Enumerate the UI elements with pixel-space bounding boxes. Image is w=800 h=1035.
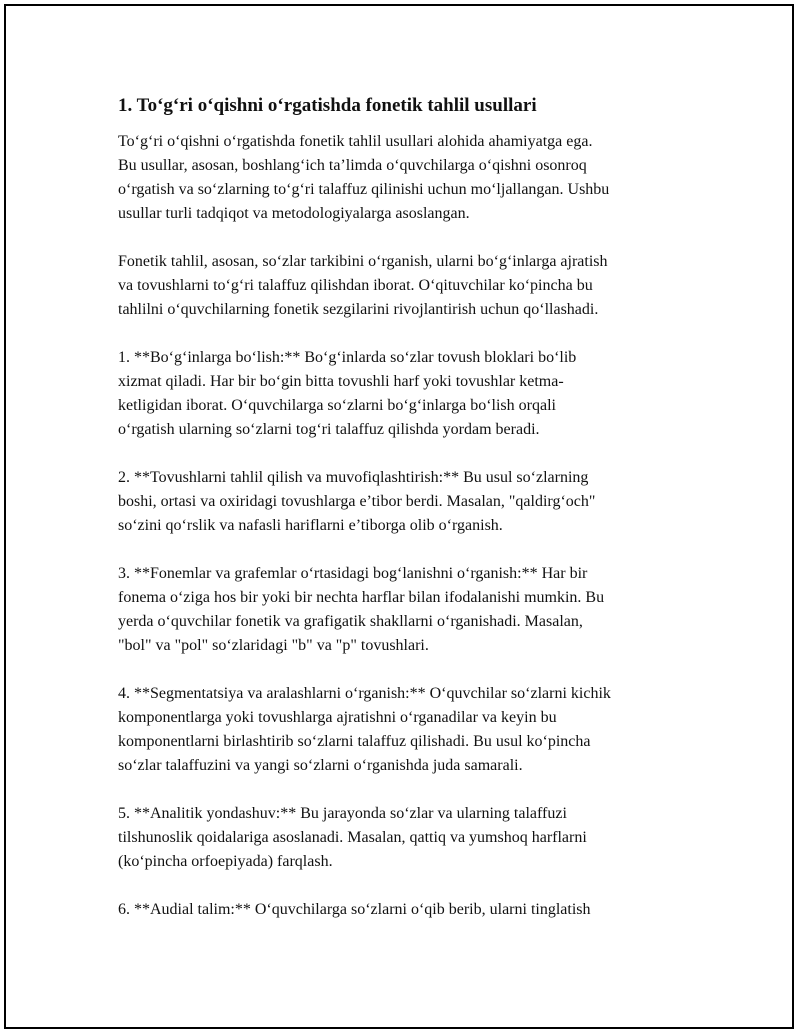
list-item-3	[118, 562, 688, 658]
list-item-2	[118, 466, 688, 538]
text-line: (ko‘pincha orfoepiyada) farqlash.	[118, 853, 333, 870]
text-line: 1. **Bo‘g‘inlarga bo‘lish:** Bo‘g‘inlarda so‘zlar tovush bloklari bo‘lib	[118, 349, 577, 366]
text-line: tilshunoslik qoidalariga asoslanadi. Masalan, qattiq va yumshoq harflarni	[118, 829, 587, 846]
text-line: Bu usullar, asosan, boshlang‘ich ta’limda o‘quvchilarga o‘qishni osonroq	[118, 157, 587, 174]
text-line: komponentlarni birlashtirib so‘zlarni talaffuz qilishadi. Bu usul ko‘pincha	[118, 733, 591, 750]
text-line: usullar turli tadqiqot va metodologiyalarga asoslangan.	[118, 205, 470, 222]
text-line: 4. **Segmentatsiya va aralashlarni o‘rganish:** O‘quvchilar so‘zlarni kichik	[118, 685, 611, 702]
list-item-5	[118, 802, 688, 874]
text-line: komponentlarga yoki tovushlarga ajratishni o‘rganadilar va keyin bu	[118, 709, 557, 726]
paragraph-fonetik-tahlil	[118, 250, 688, 322]
document-title: 1. To‘g‘ri o‘qishni o‘rgatishda fonetik tahlil usullari	[118, 95, 537, 116]
text-line: so‘zini qo‘rslik va nafasli hariflarni e’tiborga olib o‘rganish.	[118, 517, 503, 534]
text-line: "bol" va "pol" so‘zlaridagi "b" va "p" tovushlari.	[118, 637, 429, 654]
text-line: ketligidan iborat. O‘quvchilarga so‘zlarni bo‘g‘inlarga bo‘lish orqali	[118, 397, 556, 414]
list-item-1	[118, 346, 688, 442]
text-line: fonema o‘ziga hos bir yoki bir nechta harflar bilan ifodalanishi mumkin. Bu	[118, 589, 605, 606]
text-line: tahlilni o‘quvchilarning fonetik sezgilarini rivojlantirish uchun qo‘llashadi.	[118, 301, 599, 318]
list-item-6	[118, 898, 688, 922]
text-line: o‘rgatish va so‘zlarning to‘g‘ri talaffuz qilinishi uchun mo‘ljallangan. Ushbu	[118, 181, 610, 198]
document-body	[118, 92, 688, 946]
text-line: Fonetik tahlil, asosan, so‘zlar tarkibini o‘rganish, ularni bo‘g‘inlarga ajratish	[118, 253, 608, 270]
text-line: yerda o‘quvchilar fonetik va grafigatik shakllarni o‘rganishadi. Masalan,	[118, 613, 583, 630]
text-line: so‘zlar talaffuzini va yangi so‘zlarni o‘rganishda juda samarali.	[118, 757, 523, 774]
list-item-4	[118, 682, 688, 778]
text-line: boshi, ortasi va oxiridagi tovushlarga e’tibor berdi. Masalan, "qaldirg‘och"	[118, 493, 596, 510]
text-line: xizmat qiladi. Har bir bo‘gin bitta tovushli harf yoki tovushlar ketma-	[118, 373, 564, 390]
text-line: 6. **Audial talim:** O‘quvchilarga so‘zlarni o‘qib berib, ularni tinglatish	[118, 901, 591, 918]
paragraph-intro	[118, 130, 688, 226]
text-line: o‘rgatish ularning so‘zlarni tog‘ri talaffuz qilishda yordam beradi.	[118, 421, 540, 438]
text-line: 2. **Tovushlarni tahlil qilish va muvofiqlashtirish:** Bu usul so‘zlarning	[118, 469, 589, 486]
text-line: To‘g‘ri o‘qishni o‘rgatishda fonetik tahlil usullari alohida ahamiyatga ega.	[118, 133, 593, 150]
text-line: 5. **Analitik yondashuv:** Bu jarayonda so‘zlar va ularning talaffuzi	[118, 805, 567, 822]
text-line: va tovushlarni to‘g‘ri talaffuz qilishdan iborat. O‘qituvchilar ko‘pincha bu	[118, 277, 593, 294]
text-line: 3. **Fonemlar va grafemlar o‘rtasidagi bog‘lanishni o‘rganish:** Har bir	[118, 565, 588, 582]
